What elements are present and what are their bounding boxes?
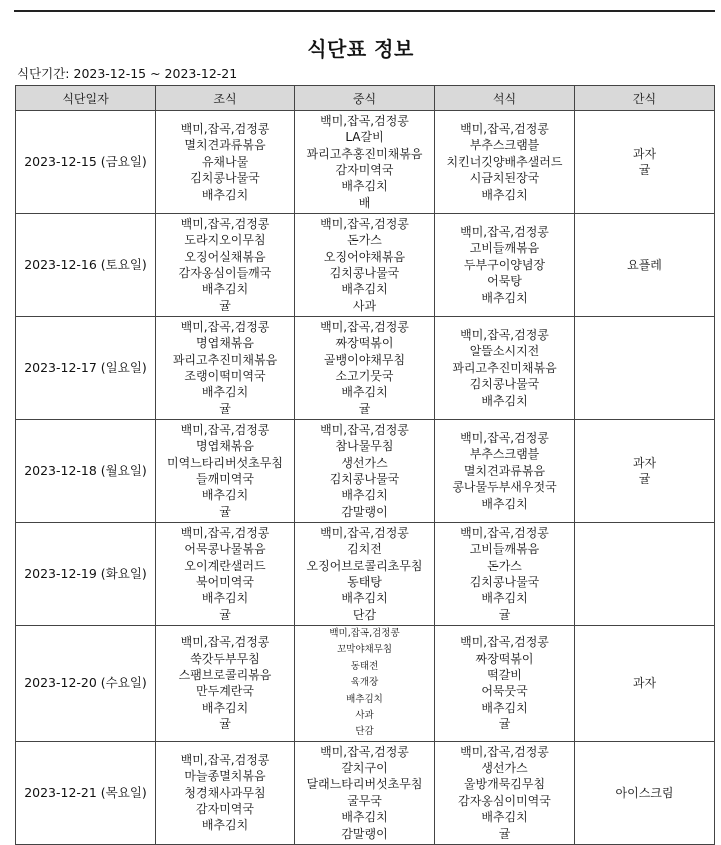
lunch-cell (295, 214, 435, 317)
menu-item: 귤 (498, 717, 511, 732)
menu-item: 배추김치 (341, 179, 388, 194)
snack-cell (575, 214, 715, 317)
menu-item: 알뜰소시지전 (469, 344, 540, 359)
breakfast-cell (156, 111, 295, 214)
menu-item: 배추김치 (341, 591, 388, 606)
menu-item: 명엽채볶음 (196, 439, 254, 454)
menu-item: 고비들깨볶음 (469, 542, 540, 557)
menu-item: 김치콩나물국 (329, 472, 400, 486)
menu-item: 배추김치 (481, 810, 528, 825)
date-cell: 2023-12-21 (목요일) (16, 741, 156, 844)
menu-item: 배추김치 (346, 693, 383, 705)
table-row (16, 626, 715, 742)
menu-item: 들깨미역국 (196, 472, 254, 486)
menu-item: 동태탕 (347, 575, 382, 589)
menu-item: 배추김치 (201, 818, 249, 833)
menu-item: 꽈리고추진미채볶음 (452, 360, 557, 375)
menu-item: 조랭이떡미역국 (184, 369, 266, 383)
menu-item: 배추김치 (481, 700, 528, 715)
menu-item: 짜장떡볶이 (335, 336, 394, 351)
menu-item: 감자미역국 (196, 802, 254, 817)
dinner-cell (435, 317, 575, 420)
date-cell: 2023-12-19 (화요일) (16, 523, 156, 626)
lunch-cell (295, 420, 435, 523)
menu-item: 소고기뭇국 (335, 369, 394, 383)
menu-item: 북어미역국 (196, 575, 254, 589)
menu-item: 배추김치 (201, 591, 249, 606)
top-divider (14, 10, 715, 12)
menu-item: 감자옹심이미역국 (458, 793, 551, 808)
menu-item: 백미,잡곡,검정콩 (180, 422, 270, 437)
lunch-cell (295, 523, 435, 626)
menu-item: 어묵뭇국 (481, 684, 528, 699)
menu-item: 배추김치 (201, 282, 249, 297)
menu-item: 아이스크림 (615, 785, 674, 800)
menu-item: 꽈리고추홍진미채볶음 (306, 146, 423, 161)
menu-item: 짜장떡볶이 (475, 651, 534, 666)
menu-item: 콩나물두부새우젓국 (452, 480, 557, 495)
menu-item: 단감 (352, 607, 377, 622)
menu-item: 배 (358, 195, 371, 210)
header-date: 식단일자 (16, 86, 156, 111)
menu-item: 김치콩나물국 (329, 266, 400, 280)
menu-item: 백미,잡곡,검정콩 (180, 121, 270, 136)
menu-item: 백미,잡곡,검정콩 (320, 216, 409, 231)
date-cell: 2023-12-20 (수요일) (16, 626, 156, 742)
snack-cell (575, 111, 715, 214)
menu-item: 백미,잡곡,검정콩 (329, 628, 400, 639)
menu-item: 김치콩나물국 (469, 575, 540, 589)
page-title: 식단표 정보 (307, 37, 414, 61)
menu-item: 과자 (632, 455, 657, 470)
menu-item: 과자 (632, 146, 657, 161)
menu-item: 백미,잡곡,검정콩 (180, 752, 270, 767)
menu-item: 꼬막야채무침 (336, 644, 393, 656)
menu-item: 멸치견과류볶음 (463, 463, 546, 478)
menu-item: 귤 (358, 401, 371, 416)
header-lunch: 중식 (295, 86, 435, 111)
date-cell: 2023-12-15 (금요일) (16, 111, 156, 214)
menu-item: 돈가스 (487, 558, 522, 573)
menu-item: 백미,잡곡,검정콩 (320, 422, 409, 437)
menu-item: 백미,잡곡,검정콩 (460, 224, 549, 239)
menu-item: 부추스크램블 (469, 447, 540, 462)
menu-item: 생선가스 (481, 761, 528, 776)
menu-item: 백미,잡곡,검정콩 (320, 113, 409, 128)
menu-item: 감자미역국 (335, 163, 394, 177)
menu-item: 배추김치 (481, 393, 528, 408)
menu-item: 유채나물 (201, 154, 249, 169)
menu-item: 단감 (355, 726, 374, 738)
menu-item: 배추김치 (201, 385, 249, 400)
menu-item: 고비들깨볶음 (469, 241, 540, 256)
menu-item: 사과 (352, 298, 377, 313)
menu-item: 시금치된장국 (469, 171, 540, 186)
lunch-cell (295, 626, 435, 742)
menu-item: 오이계란샐러드 (184, 558, 266, 573)
table-row (16, 523, 715, 626)
menu-item: 김치콩나물국 (190, 171, 260, 186)
menu-item: 떡갈비 (487, 668, 522, 683)
menu-item: 백미,잡곡,검정콩 (320, 525, 409, 540)
menu-item: 백미,잡곡,검정콩 (460, 327, 549, 342)
dinner-cell (435, 741, 575, 844)
breakfast-cell (156, 626, 295, 742)
breakfast-cell (156, 317, 295, 420)
menu-item: 배추김치 (341, 385, 388, 400)
menu-item: 어묵탕 (487, 274, 522, 289)
menu-item: 김치콩나물국 (469, 377, 540, 392)
lunch-cell (295, 111, 435, 214)
menu-item: 치킨너깃양배추샐러드 (446, 154, 563, 169)
snack-cell (575, 317, 715, 420)
menu-item: 동태전 (350, 660, 379, 672)
menu-item: 청경채사과무침 (184, 785, 266, 800)
lunch-cell (295, 317, 435, 420)
menu-item: 미역느타리버섯초무침 (167, 455, 283, 470)
menu-item: 배추김치 (481, 290, 528, 305)
header-breakfast: 조식 (156, 86, 295, 111)
menu-item: 감말랭이 (341, 504, 388, 519)
menu-item: 돈가스 (347, 233, 382, 248)
dinner-cell (435, 523, 575, 626)
menu-item: 배추김치 (201, 700, 249, 715)
menu-item: 골뱅이야채무침 (323, 352, 406, 367)
lunch-cell (295, 741, 435, 844)
menu-item: 김치전 (347, 542, 382, 557)
menu-item: 달래느타리버섯초무침 (306, 777, 423, 792)
menu-item: 백미,잡곡,검정콩 (460, 744, 549, 759)
menu-item: 백미,잡곡,검정콩 (180, 525, 270, 540)
menu-item: 배추김치 (481, 591, 528, 606)
menu-item: 과자 (632, 676, 657, 691)
menu-item: LA갈비 (345, 130, 384, 145)
menu-item: 도라지오이무침 (184, 233, 266, 248)
snack-cell (575, 523, 715, 626)
table-row (16, 420, 715, 523)
menu-item: 귤 (498, 826, 511, 841)
menu-item: 백미,잡곡,검정콩 (460, 525, 549, 540)
menu-item: 생선가스 (341, 455, 388, 470)
dinner-cell (435, 111, 575, 214)
date-cell: 2023-12-18 (월요일) (16, 420, 156, 523)
menu-item: 귤 (219, 401, 231, 416)
menu-item: 사과 (355, 710, 374, 722)
menu-item: 백미,잡곡,검정콩 (180, 635, 270, 650)
table-row (16, 741, 715, 844)
menu-item: 만두계란국 (196, 684, 254, 699)
menu-item: 배추김치 (481, 496, 528, 511)
menu-item: 귤 (219, 504, 231, 519)
menu-item: 쑥갓두부무침 (190, 651, 260, 666)
menu-item: 스팸브로콜리볶음 (178, 668, 272, 683)
breakfast-cell (156, 214, 295, 317)
menu-item: 백미,잡곡,검정콩 (180, 216, 270, 231)
date-cell: 2023-12-17 (일요일) (16, 317, 156, 420)
menu-item: 울방개묵김무침 (463, 777, 546, 792)
table-row (16, 317, 715, 420)
menu-item: 마늘종멸치볶음 (184, 769, 266, 784)
menu-item: 오징어실채볶음 (184, 249, 266, 264)
header-snack: 간식 (575, 86, 715, 111)
menu-item: 배추김치 (201, 488, 249, 503)
menu-item: 백미,잡곡,검정콩 (320, 744, 409, 759)
menu-item: 백미,잡곡,검정콩 (460, 635, 549, 650)
header-dinner: 석식 (435, 86, 575, 111)
menu-item: 멸치견과류볶음 (184, 138, 266, 153)
breakfast-cell (156, 420, 295, 523)
menu-item: 귤 (219, 607, 231, 622)
menu-item: 귤 (638, 163, 651, 177)
menu-item: 요플레 (627, 257, 662, 272)
menu-item: 백미,잡곡,검정콩 (460, 121, 549, 136)
snack-cell (575, 626, 715, 742)
date-cell: 2023-12-16 (토요일) (16, 214, 156, 317)
menu-item: 귤 (219, 717, 231, 732)
menu-item: 귤 (219, 298, 231, 313)
menu-item: 배추김치 (201, 187, 249, 202)
menu-item: 배추김치 (341, 488, 388, 503)
snack-cell (575, 420, 715, 523)
menu-item: 두부구이양념장 (463, 257, 546, 272)
dinner-cell (435, 420, 575, 523)
breakfast-cell (156, 523, 295, 626)
menu-item: 명엽채볶음 (196, 336, 254, 351)
menu-item: 어묵콩나물볶음 (184, 542, 266, 557)
snack-cell (575, 741, 715, 844)
menu-item: 꽈리고추진미채볶음 (172, 352, 278, 367)
meal-period: 식단기간: 2023-12-15 ~ 2023-12-21 (17, 66, 238, 81)
table-row (16, 111, 715, 214)
menu-item: 오징어야채볶음 (323, 249, 406, 264)
table-header-row (16, 86, 715, 111)
menu-item: 백미,잡곡,검정콩 (320, 319, 409, 334)
menu-item: 배추김치 (341, 282, 388, 297)
menu-item: 갈치구이 (341, 761, 388, 776)
meal-table (15, 85, 715, 845)
menu-item: 육개장 (350, 677, 379, 689)
menu-item: 굴무국 (347, 793, 382, 808)
menu-item: 배추김치 (341, 810, 388, 825)
dinner-cell (435, 214, 575, 317)
menu-item: 감말랭이 (341, 826, 388, 841)
menu-item: 백미,잡곡,검정콩 (180, 319, 270, 334)
menu-item: 오징어브로콜리초무침 (306, 558, 423, 573)
table-row (16, 214, 715, 317)
menu-item: 참나물무침 (335, 439, 394, 454)
dinner-cell (435, 626, 575, 742)
menu-item: 귤 (638, 472, 651, 486)
menu-item: 귤 (498, 607, 511, 622)
menu-item: 배추김치 (481, 187, 528, 202)
menu-item: 백미,잡곡,검정콩 (460, 430, 549, 445)
breakfast-cell (156, 741, 295, 844)
menu-item: 감자옹심이들깨국 (178, 266, 272, 280)
menu-item: 부추스크램블 (469, 138, 540, 153)
